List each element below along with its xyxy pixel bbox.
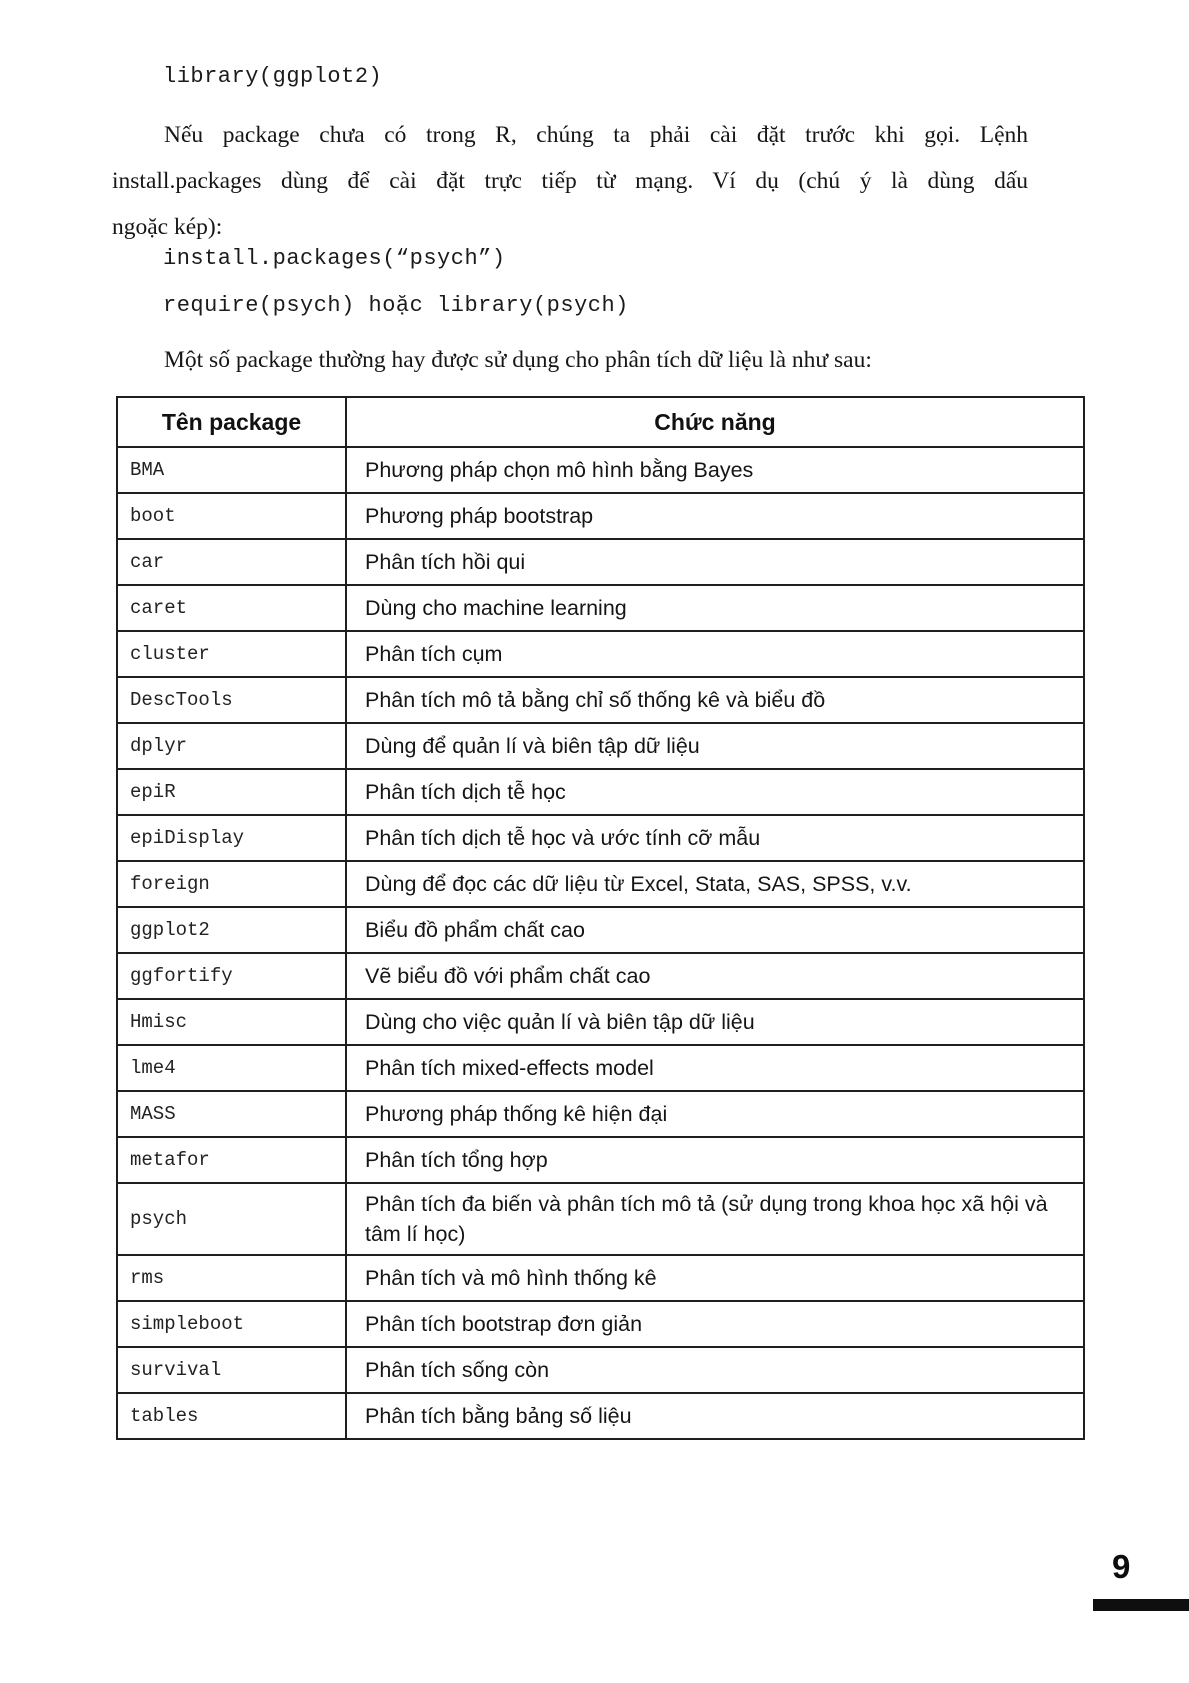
- paragraph-line: ngoặc kép):: [112, 214, 223, 240]
- package-description-cell: Phương pháp chọn mô hình bằng Bayes: [346, 447, 1084, 493]
- package-name-cell: cluster: [117, 631, 346, 677]
- table-header-row: [117, 397, 1084, 447]
- package-description-cell: Phương pháp bootstrap: [346, 493, 1084, 539]
- table-row: [117, 1255, 1084, 1301]
- package-name-cell: psych: [117, 1183, 346, 1255]
- package-name-cell: ggfortify: [117, 953, 346, 999]
- table-row: [117, 677, 1084, 723]
- package-name-cell: rms: [117, 1255, 346, 1301]
- package-name-cell: boot: [117, 493, 346, 539]
- table-row: [117, 723, 1084, 769]
- package-description-cell: Phân tích hồi qui: [346, 539, 1084, 585]
- table-row: [117, 1045, 1084, 1091]
- package-name-cell: foreign: [117, 861, 346, 907]
- package-description-cell: Phân tích mô tả bằng chỉ số thống kê và biểu đồ: [346, 677, 1084, 723]
- table-row: [117, 953, 1084, 999]
- package-description-cell: Phương pháp thống kê hiện đại: [346, 1091, 1084, 1137]
- table-row: [117, 1347, 1084, 1393]
- package-name-cell: tables: [117, 1393, 346, 1439]
- table-row: [117, 585, 1084, 631]
- package-name-cell: epiR: [117, 769, 346, 815]
- package-description-cell: Vẽ biểu đồ với phẩm chất cao: [346, 953, 1084, 999]
- table-row: [117, 907, 1084, 953]
- package-name-cell: epiDisplay: [117, 815, 346, 861]
- paragraph-line: Nếu package chưa có trong R, chúng ta phải cài đặt trước khi gọi. Lệnh: [164, 122, 1028, 148]
- paragraph-table-intro: Một số package thường hay được sử dụng cho phân tích dữ liệu là như sau:: [164, 347, 872, 373]
- code-line-require-library: require(psych) hoặc library(psych): [163, 293, 629, 318]
- package-description-cell: Phân tích cụm: [346, 631, 1084, 677]
- package-name-cell: car: [117, 539, 346, 585]
- table-row: [117, 1137, 1084, 1183]
- package-description-cell: Dùng để đọc các dữ liệu từ Excel, Stata, SAS, SPSS, v.v.: [346, 861, 1084, 907]
- table-row: [117, 631, 1084, 677]
- table-row: [117, 493, 1084, 539]
- column-header-package-name: Tên package: [117, 397, 346, 447]
- table-row: [117, 539, 1084, 585]
- footer-bar-decoration: [1093, 1599, 1189, 1611]
- package-description-cell: Phân tích dịch tễ học: [346, 769, 1084, 815]
- package-name-cell: simpleboot: [117, 1301, 346, 1347]
- package-name-cell: DescTools: [117, 677, 346, 723]
- package-description-cell: Dùng để quản lí và biên tập dữ liệu: [346, 723, 1084, 769]
- package-description-cell: Dùng cho machine learning: [346, 585, 1084, 631]
- package-description-cell: Phân tích bootstrap đơn giản: [346, 1301, 1084, 1347]
- package-table-header: [117, 397, 1084, 447]
- table-row: [117, 447, 1084, 493]
- package-table-body: [117, 447, 1084, 1439]
- package-name-cell: Hmisc: [117, 999, 346, 1045]
- package-description-cell: Dùng cho việc quản lí và biên tập dữ liệu: [346, 999, 1084, 1045]
- paragraph-line: install.packages dùng để cài đặt trực tiếp từ mạng. Ví dụ (chú ý là dùng dấu: [112, 168, 1028, 194]
- table-row: [117, 861, 1084, 907]
- table-row: [117, 1183, 1084, 1255]
- package-description-cell: Phân tích và mô hình thống kê: [346, 1255, 1084, 1301]
- package-description-cell: Phân tích mixed-effects model: [346, 1045, 1084, 1091]
- table-row: [117, 1091, 1084, 1137]
- table-row: [117, 999, 1084, 1045]
- package-description-cell: Phân tích tổng hợp: [346, 1137, 1084, 1183]
- package-name-cell: MASS: [117, 1091, 346, 1137]
- package-name-cell: caret: [117, 585, 346, 631]
- package-name-cell: lme4: [117, 1045, 346, 1091]
- package-name-cell: dplyr: [117, 723, 346, 769]
- column-header-function: Chức năng: [346, 397, 1084, 447]
- package-description-cell: Phân tích bằng bảng số liệu: [346, 1393, 1084, 1439]
- package-table: [116, 396, 1085, 1440]
- table-row: [117, 1393, 1084, 1439]
- package-description-cell: Phân tích đa biến và phân tích mô tả (sử dụng trong khoa học xã hội và tâm lí học): [346, 1183, 1084, 1255]
- code-line-library-ggplot2: library(ggplot2): [163, 64, 383, 89]
- package-description-cell: Biểu đồ phẩm chất cao: [346, 907, 1084, 953]
- package-description-cell: Phân tích sống còn: [346, 1347, 1084, 1393]
- paragraph-install-intro: [112, 112, 1028, 250]
- package-description-cell: Phân tích dịch tễ học và ước tính cỡ mẫu: [346, 815, 1084, 861]
- package-name-cell: survival: [117, 1347, 346, 1393]
- package-name-cell: ggplot2: [117, 907, 346, 953]
- page-number: 9: [1112, 1548, 1131, 1585]
- package-name-cell: metafor: [117, 1137, 346, 1183]
- code-line-install-packages: install.packages(“psych”): [163, 246, 506, 271]
- table-row: [117, 1301, 1084, 1347]
- table-row: [117, 815, 1084, 861]
- table-row: [117, 769, 1084, 815]
- package-name-cell: BMA: [117, 447, 346, 493]
